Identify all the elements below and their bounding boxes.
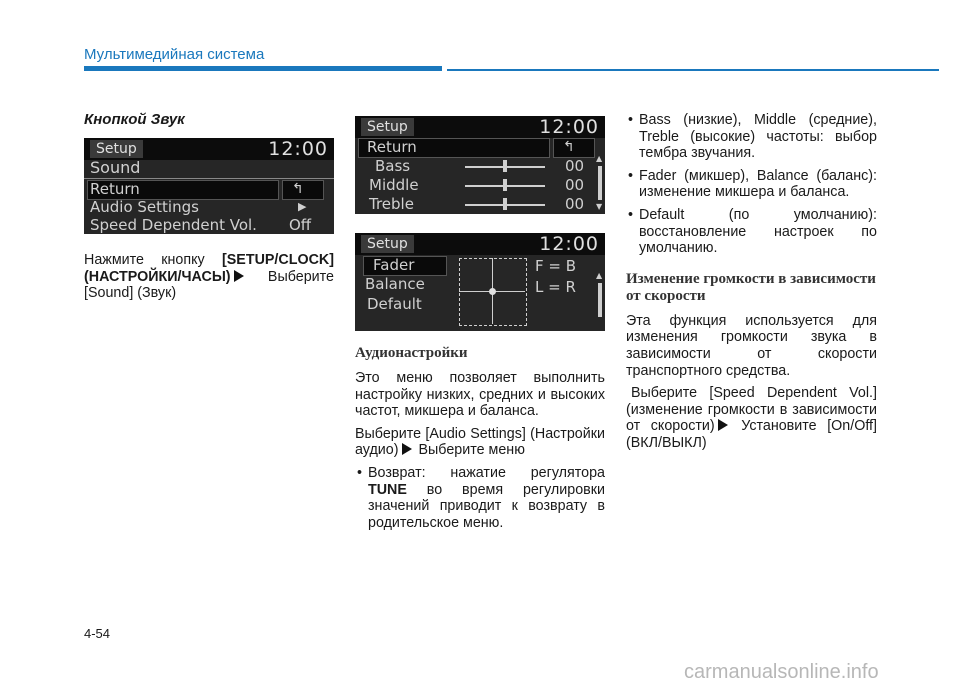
speed-vol-value: Off bbox=[289, 216, 312, 234]
treble-value: 00 bbox=[565, 195, 585, 213]
position-marker[interactable] bbox=[489, 288, 496, 295]
header-rule-thin bbox=[447, 69, 939, 71]
scroll-up-icon[interactable]: ▲ bbox=[596, 271, 603, 280]
scroll-down-icon[interactable]: ▼ bbox=[596, 202, 603, 211]
bullet-bass-middle-treble: • Bass (низкие), Middle (средние), Treble (высокие) частоты: выбор тембра звучания. bbox=[626, 112, 877, 162]
scroll-up-icon[interactable]: ▲ bbox=[596, 154, 603, 163]
bullet-text-end: во время регулировки значений приводит к возврату в родительское меню. bbox=[368, 481, 605, 531]
column-right-text bbox=[626, 112, 877, 458]
audio-instruction bbox=[355, 426, 605, 459]
fader-value: F = B bbox=[535, 257, 577, 275]
treble-slider-knob[interactable] bbox=[503, 198, 507, 210]
bullet-return bbox=[355, 465, 605, 531]
arrow-right-icon bbox=[234, 270, 244, 282]
speed-vol-description: Эта функция используется для изменения громкости звука в зависимости от скорости транспортного средства. bbox=[626, 312, 877, 379]
screen-tag: Setup bbox=[361, 235, 414, 253]
section-title: Мультимедийная система bbox=[84, 46, 265, 63]
return-arrow-icon: ↰ bbox=[292, 181, 304, 197]
menu-item-treble[interactable]: Treble bbox=[369, 195, 414, 213]
bass-slider-knob[interactable] bbox=[503, 160, 507, 172]
instruction-text-end: Выберите [Sound] (Звук) bbox=[84, 268, 334, 302]
screen-fader-balance bbox=[355, 233, 605, 331]
heading-audio-settings: Аудионастройки bbox=[355, 345, 468, 361]
watermark: carmanualsonline.info bbox=[684, 661, 879, 683]
speed-vol-instruction-end: Установите [On/Off] (ВКЛ/ВЫКЛ) bbox=[626, 418, 877, 451]
menu-item-bass[interactable]: Bass bbox=[375, 157, 411, 175]
menu-item-speed-dependent-vol[interactable]: Speed Dependent Vol. bbox=[90, 216, 257, 234]
column-middle-text bbox=[355, 345, 605, 537]
audio-instruction-end: Выберите меню bbox=[414, 442, 525, 459]
screen-tag: Setup bbox=[90, 140, 143, 158]
scrollbar-thumb[interactable] bbox=[598, 283, 602, 317]
audio-instruction-text: Выберите [Audio Settings] (Настройки аудио) bbox=[355, 425, 605, 459]
return-arrow-icon: ↰ bbox=[563, 139, 575, 155]
scrollbar-thumb[interactable] bbox=[598, 166, 602, 200]
speed-vol-instruction-text: Выберите [Speed Dependent Vol.] (изменение громкости в зависимости от скорости) bbox=[626, 385, 877, 435]
arrow-right-icon bbox=[402, 443, 412, 455]
heading-speed-dependent-volume: Изменение громкости в зависимости от скорости bbox=[626, 270, 876, 304]
bullet-key: TUNE bbox=[368, 481, 407, 498]
middle-value: 00 bbox=[565, 176, 585, 194]
instruction-key: [SETUP/CLOCK] (НАСТРОЙКИ/ЧАСЫ) bbox=[84, 252, 334, 285]
column-left-text bbox=[84, 252, 334, 308]
bass-value: 00 bbox=[565, 157, 585, 175]
screen-clock: 12:00 bbox=[268, 138, 328, 160]
screen-row-title: Sound bbox=[90, 158, 141, 177]
screen-sound-menu bbox=[84, 138, 334, 234]
speed-vol-instruction bbox=[626, 385, 877, 451]
screen-tag: Setup bbox=[361, 118, 414, 136]
screen-audio-settings bbox=[355, 116, 605, 214]
column-left bbox=[84, 112, 334, 129]
bullet-fader-balance: • Fader (микшер), Balance (баланс): изменение микшера и баланса. bbox=[626, 168, 877, 201]
menu-item-return[interactable]: Return bbox=[90, 180, 140, 198]
middle-slider-knob[interactable] bbox=[503, 179, 507, 191]
bullet-default: • Default (по умолчанию): восстановление настроек по умолчанию. bbox=[626, 207, 877, 257]
menu-item-default[interactable]: Default bbox=[367, 295, 422, 313]
instruction-text: Нажмите кнопку bbox=[84, 252, 222, 268]
arrow-right-icon bbox=[718, 419, 728, 431]
balance-value: L = R bbox=[535, 278, 576, 296]
screen-clock: 12:00 bbox=[539, 116, 599, 138]
audio-description: Это меню позволяет выполнить настройку низких, средних и высоких частот, микшера и баланса. bbox=[355, 370, 605, 420]
page-number: 4-54 bbox=[84, 626, 111, 641]
menu-item-balance[interactable]: Balance bbox=[365, 275, 425, 293]
menu-item-return[interactable]: Return bbox=[367, 138, 417, 156]
menu-item-audio-settings[interactable]: Audio Settings bbox=[90, 198, 199, 216]
instruction-paragraph bbox=[84, 252, 334, 302]
screen-divider bbox=[84, 178, 334, 179]
heading-sound-button: Кнопкой Звук bbox=[84, 111, 185, 128]
menu-item-fader[interactable]: Fader bbox=[373, 256, 415, 274]
menu-item-middle[interactable]: Middle bbox=[369, 176, 419, 194]
bullet-text: Возврат: нажатие регулятора bbox=[368, 464, 605, 481]
screen-clock: 12:00 bbox=[539, 233, 599, 255]
header-rule-thick bbox=[84, 66, 442, 71]
submenu-arrow-icon: ▶ bbox=[298, 200, 307, 213]
